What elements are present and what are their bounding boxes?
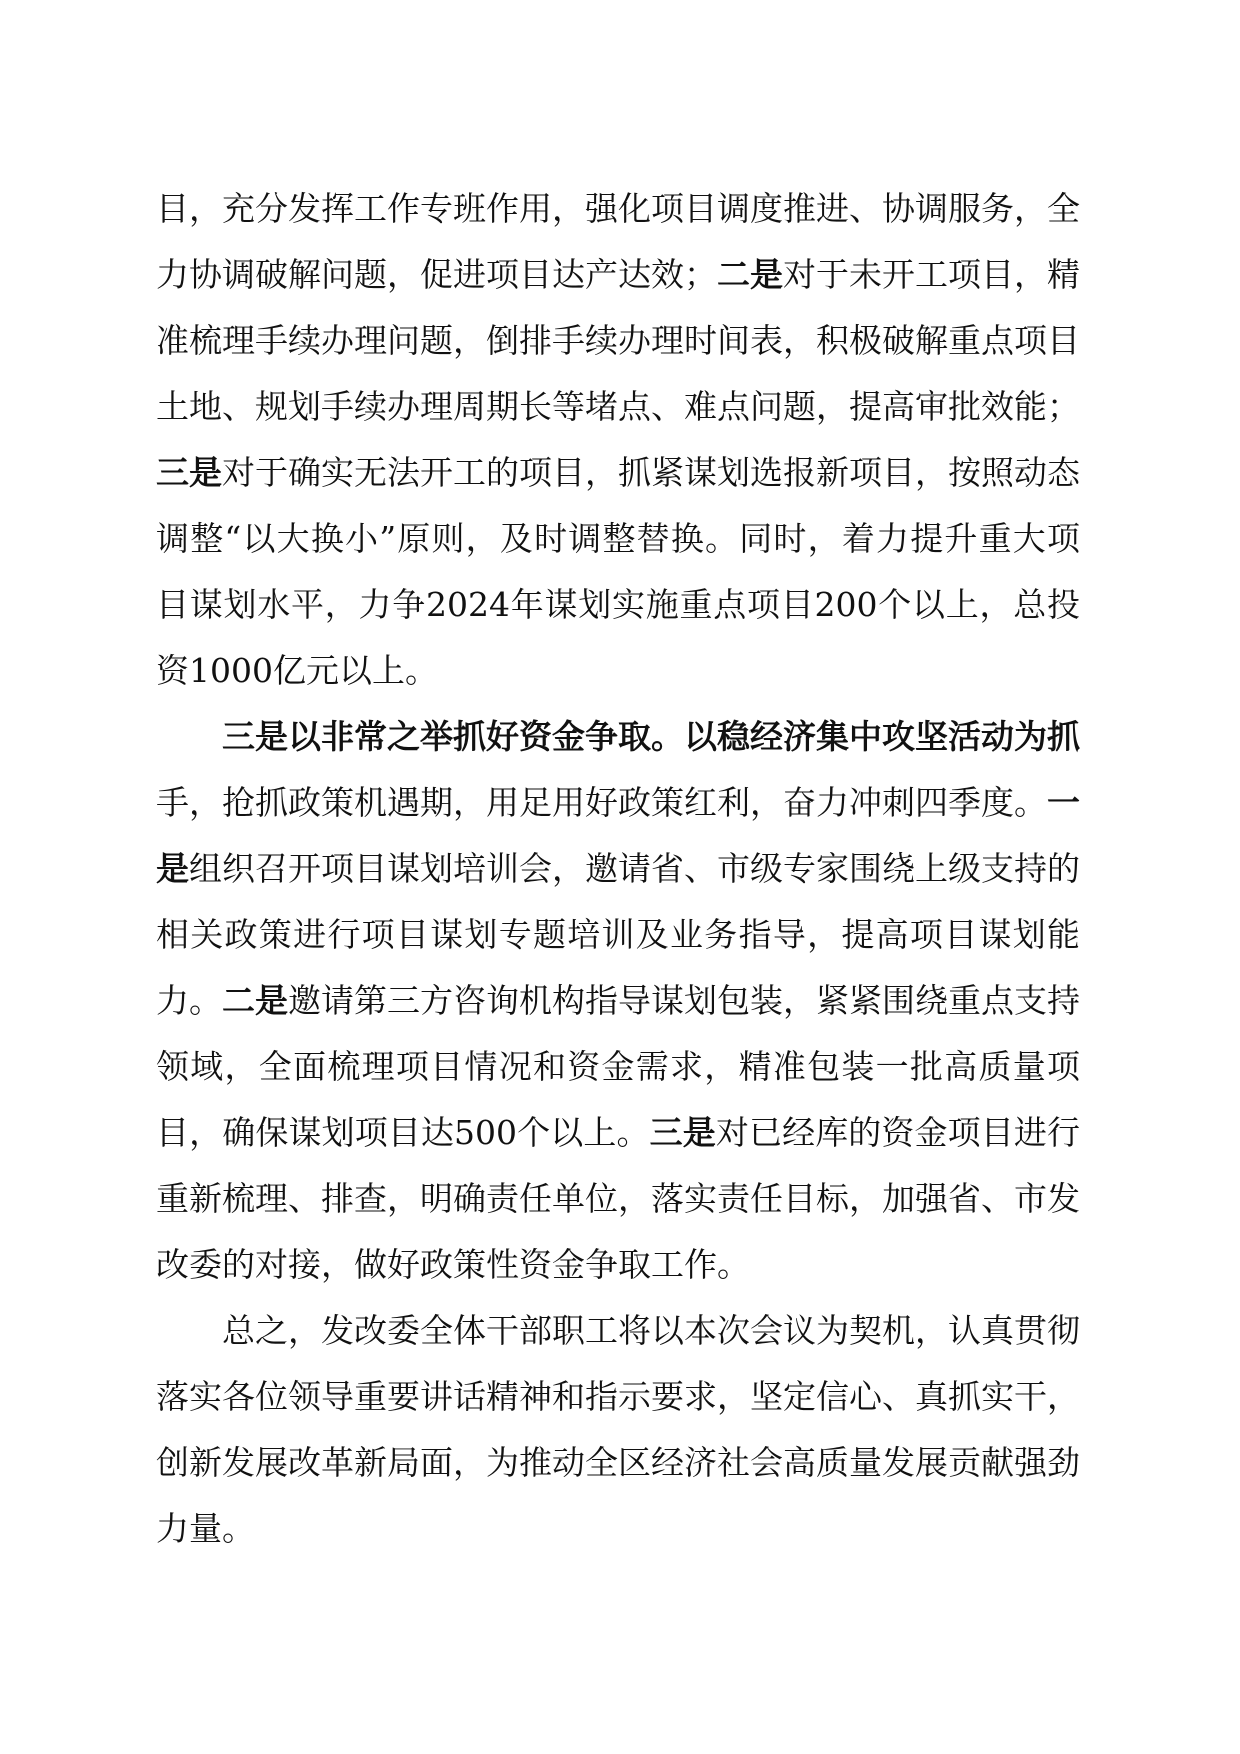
- paragraph-text: 对于未开工项目，精准梳理手续办理问题，倒排手续办理时间表，积极破解重点项目土地、规划手续办理周期长等堵点、难点问题，提高审批效能；: [156, 255, 1080, 426]
- document-body: [156, 176, 1080, 1562]
- paragraph-text: 邀请第三方咨询机构指导谋划包装，紧紧围绕重点支持领域，全面梳理项目情况和资金需求，精准包装一批高质量项目，确保谋划项目达500个以上。: [156, 981, 1080, 1152]
- paragraph-text: 手，抢抓政策机遇期，用足用好政策红利，奋力冲刺四季度。: [156, 783, 1047, 822]
- bold-marker-third: 三是: [156, 453, 222, 492]
- bold-marker-second: 二是: [222, 981, 288, 1020]
- paragraph-text: 对已经库的资金项目进行重新梳理、排查，明确责任单位，落实责任目标，加强省、市发改委的对接，做好政策性资金争取工作。: [156, 1113, 1080, 1284]
- paragraph-text: 组织召开项目谋划培训会，邀请省、市级专家围绕上级支持的相关政策进行项目谋划专题培训及业务指导，提高项目谋划能力。: [156, 849, 1080, 1020]
- paragraph-fund-acquisition: [156, 704, 1080, 1298]
- bold-marker-third: 三是: [649, 1113, 716, 1152]
- paragraph-text: 目，充分发挥工作专班作用，强化项目调度推进、协调服务，全力协调破解问题，促进项目达产达效；: [156, 189, 1080, 294]
- section-heading: 三是以非常之举抓好资金争取。以稳经济集中攻坚活动为抓: [222, 717, 1080, 756]
- paragraph-conclusion: [156, 1298, 1080, 1562]
- paragraph-text: 总之，发改委全体干部职工将以本次会议为契机，认真贯彻落实各位领导重要讲话精神和指示要求，坚定信心、真抓实干，创新发展改革新局面，为推动全区经济社会高质量发展贡献强劲力量。: [156, 1311, 1080, 1548]
- bold-marker-first: 一是: [156, 783, 1080, 888]
- paragraph-text: 对于确实无法开工的项目，抓紧谋划选报新项目，按照动态调整“以大换小”原则，及时调整替换。同时，着力提升重大项目谋划水平，力争2024年谋划实施重点项目200个以上，总投资1000亿元以上。: [156, 453, 1080, 690]
- paragraph-project-measures: [156, 176, 1080, 704]
- bold-marker-second: 二是: [717, 255, 783, 294]
